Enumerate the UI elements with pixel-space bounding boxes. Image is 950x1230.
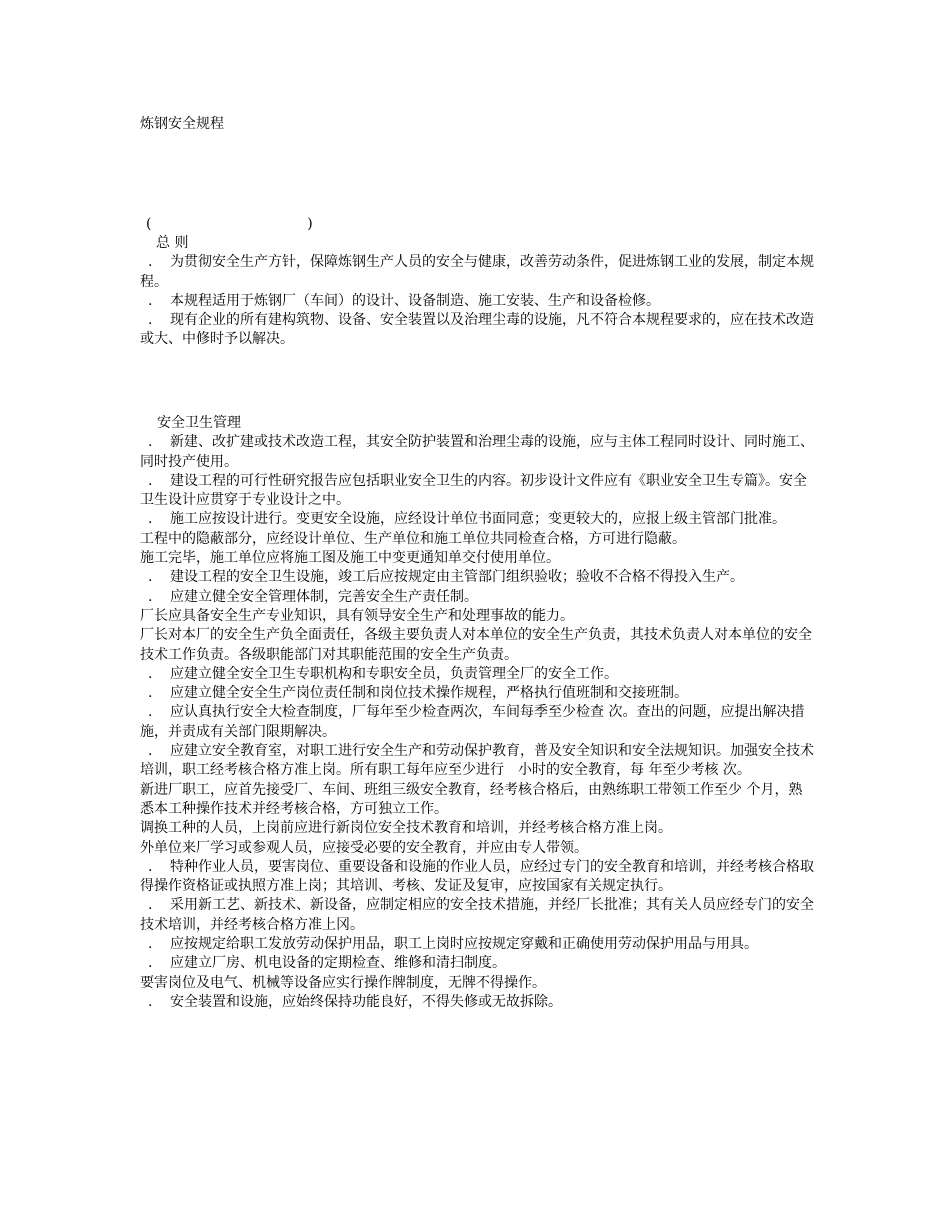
- clause-text: 为贯彻安全生产方针，保障炼钢生产人员的安全与健康，改善劳动条件，促进炼钢工业的发展，制定本规程。: [140, 254, 814, 290]
- clause-text: 新进厂职工，应首先接受厂、车间、班组三级安全教育，经考核合格后，由熟练职工带领工作至少 个月，熟悉本工种操作技术并经考核合格，方可独立工作。: [140, 781, 803, 817]
- clause-marker: .: [148, 511, 153, 528]
- clause-paragraph: [140, 433, 816, 472]
- paren-open: (: [146, 216, 152, 232]
- clause-marker: .: [148, 312, 153, 329]
- clause-text: 应建立健全安全生产岗位责任制和岗位技术操作规程，严格执行值班制和交接班制。: [170, 685, 688, 702]
- clause-text: 采用新工艺、新技术、新设备，应制定相应的安全技术措施，并经厂长批准；其有关人员应经专门的安全技术培训，并经考核合格方准上冈。: [140, 897, 814, 933]
- clause-text: 现有企业的所有建构筑物、设备、安全装置以及治理尘毒的设施，凡不符合本规程要求的，应在技术改造或大、中修时予以解决。: [140, 312, 814, 348]
- clause-marker: .: [148, 472, 153, 489]
- clause-marker: .: [148, 588, 153, 605]
- clause-text: 工程中的隐蔽部分，应经设计单位、生产单位和施工单位共同检查合格，方可进行隐蔽。: [140, 530, 686, 547]
- clause-paragraph: [140, 935, 816, 954]
- clause-paragraph: [140, 292, 816, 311]
- clause-text: 调换工种的人员，上岗前应进行新岗位安全技术教育和培训，并经考核合格方准上岗。: [140, 820, 672, 837]
- clause-text: 应建立健全安全管理体制，完善安全生产责任制。: [170, 588, 478, 605]
- clause-text: 新建、改扩建或技术改造工程，其安全防护装置和治理尘毒的设施，应与主体工程同时设计、同时施工、同时投产使用。: [140, 434, 814, 470]
- clause-marker: .: [148, 292, 153, 309]
- clause-paragraph: [140, 665, 816, 684]
- clause-text: 特种作业人员，要害岗位、重要设备和设施的作业人员，应经过专门的安全教育和培训，并经考核合格取得操作资格证或执照方准上岗；其培训、考核、发证及复审，应按国家有关规定执行。: [140, 858, 814, 895]
- clause-paragraph: [140, 568, 816, 587]
- clause-paragraph: [140, 472, 816, 511]
- clause-text: 建设工程的可行性研究报告应包括职业安全卫生的内容。初步设计文件应有《职业安全卫生专篇》。安全卫生设计应贯穿于专业设计之中。: [140, 472, 807, 509]
- clause-text: 应建立健全安全卫生专职机构和专职安全员，负责管理全厂的安全工作。: [170, 665, 618, 682]
- clause-text: 施工应按设计进行。变更安全设施，应经设计单位书面同意；变更较大的，应报上级主管部门批准。: [170, 511, 786, 528]
- clause-paragraph: [140, 858, 816, 897]
- clause-paragraph: [140, 781, 816, 820]
- clause-paragraph: [140, 607, 816, 626]
- clause-marker: .: [148, 955, 153, 972]
- blank-parenthesis: [146, 214, 313, 234]
- clause-text: 厂长对本厂的安全生产负全面责任，各级主要负责人对本单位的安全生产负责，其技术负责人对本单位的安全技术工作负责。各级职能部门对其职能范围的安全生产负责。: [140, 627, 812, 663]
- clause-text: 要害岗位及电气、机械等设备应实行操作牌制度，无牌不得操作。: [140, 974, 546, 991]
- clause-paragraph: [140, 703, 816, 742]
- clause-marker: .: [148, 665, 153, 682]
- chapter-items: [140, 433, 816, 1012]
- clause-paragraph: [140, 819, 816, 838]
- clause-text: 本规程适用于炼钢厂（车间）的设计、设备制造、施工安装、生产和设备检修。: [170, 292, 660, 309]
- clause-text: 建设工程的安全卫生设施，竣工后应按规定由主管部门组织验收；验收不合格不得投入生产。: [170, 569, 744, 586]
- chapter-items: [140, 253, 816, 349]
- clause-marker: .: [148, 743, 153, 760]
- clause-paragraph: [140, 954, 816, 973]
- clause-text: 施工完毕，施工单位应将施工图及施工中变更通知单交付使用单位。: [140, 550, 560, 567]
- chapter-heading: 总 则: [156, 235, 189, 251]
- clause-marker: .: [148, 569, 153, 586]
- clause-paragraph: [140, 588, 816, 607]
- chapter-safety-management: [140, 414, 816, 1012]
- clause-marker: .: [148, 704, 153, 721]
- clause-marker: .: [148, 434, 153, 451]
- clause-text: 应按规定给职工发放劳动保护用品，职工上岗时应按规定穿戴和正确使用劳动保护用品与用具。: [170, 936, 758, 953]
- clause-paragraph: [140, 896, 816, 935]
- clause-paragraph: [140, 742, 816, 781]
- clause-paragraph: [140, 311, 816, 350]
- clause-marker: .: [148, 936, 153, 953]
- clause-text: 厂长应具备安全生产专业知识，具有领导安全生产和处理事故的能力。: [140, 607, 574, 624]
- clause-marker: .: [148, 897, 153, 914]
- clause-text: 应认真执行安全大检查制度，厂每年至少检查两次，车间每季至少检查 次。查出的问题，应提出解决措施，并责成有关部门限期解决。: [140, 704, 805, 740]
- clause-text: 应建立安全教育室，对职工进行安全生产和劳动保护教育，普及安全知识和安全法规知识。加强安全技术培训，职工经考核合格方准上岗。所有职工每年应至少进行 小时的安全教育，每 年至少考核 次。: [140, 743, 814, 779]
- document-title: 炼钢安全规程: [140, 116, 224, 132]
- clause-paragraph: [140, 510, 816, 529]
- clause-paragraph: [140, 974, 816, 993]
- clause-paragraph: [140, 253, 816, 292]
- clause-paragraph: [140, 626, 816, 665]
- clause-paragraph: [140, 549, 816, 568]
- clause-text: 应建立厂房、机电设备的定期检查、维修和清扫制度。: [170, 955, 506, 972]
- clause-paragraph: [140, 839, 816, 858]
- clause-text: 外单位来厂学习或参观人员，应接受必要的安全教育，并应由专人带领。: [140, 839, 588, 856]
- clause-paragraph: [140, 684, 816, 703]
- clause-paragraph: [140, 993, 816, 1012]
- clause-paragraph: [140, 530, 816, 549]
- paren-close: ): [307, 216, 313, 232]
- clause-marker: .: [148, 254, 153, 271]
- chapter-heading: 安全卫生管理: [157, 415, 241, 431]
- clause-text: 安全装置和设施，应始终保持功能良好，不得失修或无故拆除。: [170, 993, 562, 1010]
- clause-marker: .: [148, 993, 153, 1010]
- clause-marker: .: [148, 685, 153, 702]
- clause-marker: .: [148, 858, 153, 875]
- chapter-general: [140, 234, 816, 350]
